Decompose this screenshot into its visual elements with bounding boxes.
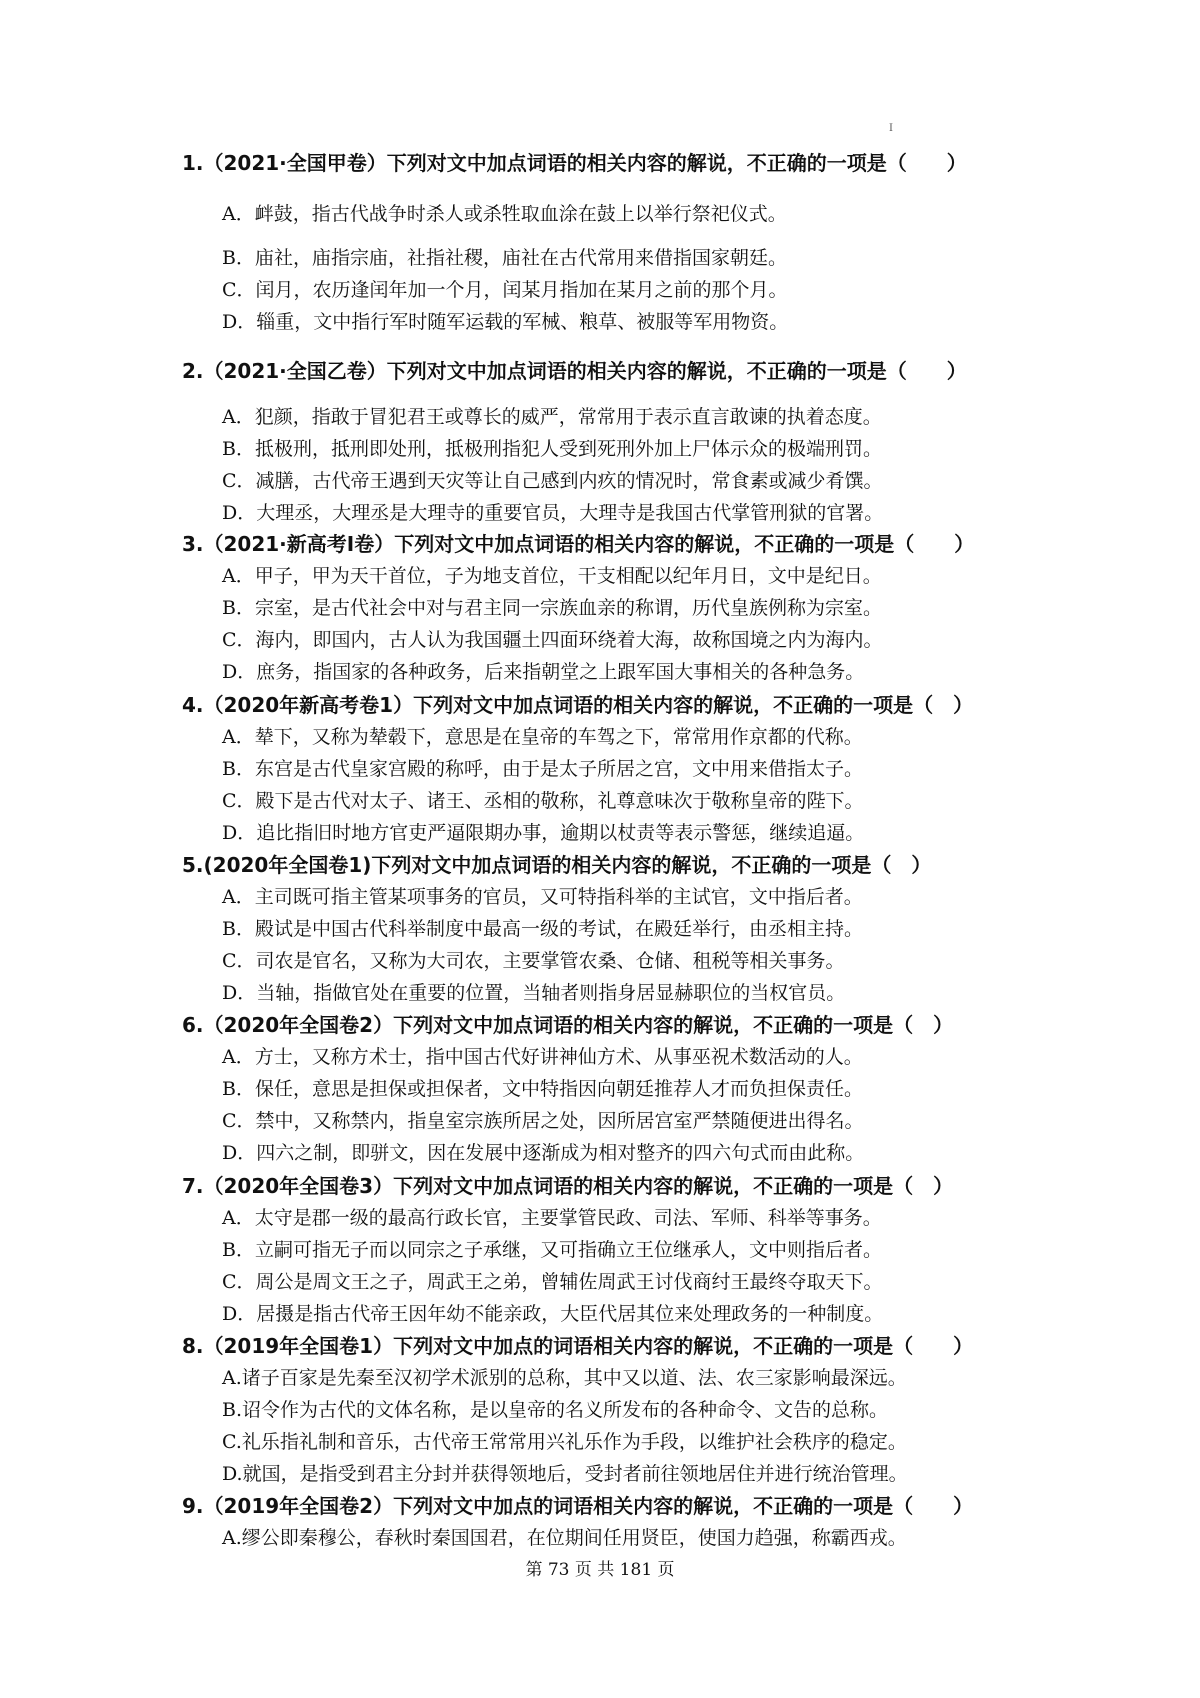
question-7-option-b: B．立嗣可指无子而以同宗之子承继，又可指确立王位继承人，文中则指后者。	[222, 1239, 882, 1261]
question-1-option-b: B．庙社，庙指宗庙，社指社稷，庙社在古代常用来借指国家朝廷。	[222, 247, 787, 269]
question-6-option-d: D．四六之制，即骈文，因在发展中逐渐成为相对整齐的四六句式而由此称。	[222, 1142, 865, 1164]
question-3-option-a: A．甲子，甲为天干首位，子为地支首位，干支相配以纪年月日，文中是纪日。	[222, 565, 882, 587]
question-5-option-d: D．当轴，指做官处在重要的位置，当轴者则指身居显赫职位的当权官员。	[222, 982, 846, 1004]
question-9-heading: 9.（2019年全国卷2）下列对文中加点的词语相关内容的解说，不正确的一项是（ ）	[182, 1494, 974, 1518]
question-6-option-c: C．禁中，又称禁内，指皇室宗族所居之处，因所居宫室严禁随便进出得名。	[222, 1110, 864, 1132]
question-2-heading: 2.（2021·全国乙卷）下列对文中加点词语的相关内容的解说，不正确的一项是（ ）	[182, 359, 967, 383]
question-7-option-c: C．周公是周文王之子，周武王之弟，曾辅佐周武王讨伐商纣王最终夺取天下。	[222, 1271, 883, 1293]
question-5-option-a: A．主司既可指主管某项事务的官员，又可特指科举的主试官，文中指后者。	[222, 886, 863, 908]
question-1-heading: 1.（2021·全国甲卷）下列对文中加点词语的相关内容的解说，不正确的一项是（ ）	[182, 151, 967, 175]
question-4-option-d: D．追比指旧时地方官吏严逼限期办事，逾期以杖责等表示警惩，继续追逼。	[222, 822, 865, 844]
question-6-heading: 6.（2020年全国卷2）下列对文中加点词语的相关内容的解说，不正确的一项是（ ）	[182, 1013, 954, 1037]
question-1-option-c: C．闰月，农历逢闰年加一个月，闰某月指加在某月之前的那个月。	[222, 279, 788, 301]
question-4-option-b: B．东宫是古代皇家宫殿的称呼，由于是太子所居之宫，文中用来借指太子。	[222, 758, 863, 780]
question-7-option-d: D．居摄是指古代帝王因年幼不能亲政，大臣代居其位来处理政务的一种制度。	[222, 1303, 884, 1325]
question-3-heading: 3.（2021·新高考Ⅰ卷）下列对文中加点词语的相关内容的解说，不正确的一项是（ ）	[182, 532, 975, 556]
question-8-option-b: B.诏令作为古代的文体名称，是以皇帝的名义所发布的各种命令、文告的总称。	[222, 1399, 889, 1421]
question-3-option-b: B．宗室，是古代社会中对与君主同一宗族血亲的称谓，历代皇族例称为宗室。	[222, 597, 882, 619]
question-4-heading: 4.（2020年新高考卷1）下列对文中加点词语的相关内容的解说，不正确的一项是（ ）	[182, 693, 974, 717]
question-2-option-c: C．减膳，古代帝王遇到天灾等让自己感到内疚的情况时，常食素或减少肴馔。	[222, 470, 883, 492]
question-2-option-a: A．犯颜，指敢于冒犯君王或尊长的威严，常常用于表示直言敢谏的执着态度。	[222, 406, 882, 428]
question-2-option-d: D．大理丞，大理丞是大理寺的重要官员，大理寺是我国古代掌管刑狱的官署。	[222, 502, 884, 524]
question-8-heading: 8.（2019年全国卷1）下列对文中加点的词语相关内容的解说，不正确的一项是（ ）	[182, 1334, 974, 1358]
question-7-option-a: A．太守是郡一级的最高行政长官，主要掌管民政、司法、军师、科举等事务。	[222, 1207, 882, 1229]
question-8-option-d: D.就国，是指受到君主分封并获得领地后，受封者前往领地居住并进行统治管理。	[222, 1463, 908, 1485]
question-5-option-c: C．司农是官名，又称为大司农，主要掌管农桑、仓储、租税等相关事务。	[222, 950, 845, 972]
question-2-option-b: B．抵极刑，抵刑即处刑，抵极刑指犯人受到死刑外加上尸体示众的极端刑罚。	[222, 438, 882, 460]
question-4-option-c: C．殿下是古代对太子、诸王、丞相的敬称，礼尊意味次于敬称皇帝的陛下。	[222, 790, 864, 812]
question-6-option-a: A．方士，又称方术士，指中国古代好讲神仙方术、从事巫祝术数活动的人。	[222, 1046, 863, 1068]
question-8-option-c: C.礼乐指礼制和音乐，古代帝王常常用兴礼乐作为手段，以维护社会秩序的稳定。	[222, 1431, 907, 1453]
question-1-option-a: A．衅鼓，指古代战争时杀人或杀牲取血涂在鼓上以举行祭祀仪式。	[222, 203, 787, 225]
question-5-option-b: B．殿试是中国古代科举制度中最高一级的考试，在殿廷举行，由丞相主持。	[222, 918, 863, 940]
page-footer: 第 73 页 共 181 页	[525, 1560, 675, 1580]
question-6-option-b: B．保任，意思是担保或担保者，文中特指因向朝廷推荐人才而负担保责任。	[222, 1078, 863, 1100]
question-1-option-d: D．辎重，文中指行军时随军运载的军械、粮草、被服等军用物资。	[222, 311, 789, 333]
question-5-heading: 5.(2020年全国卷1)下列对文中加点词语的相关内容的解说，不正确的一项是（ ）	[182, 853, 932, 877]
corner-mark: I	[889, 123, 893, 134]
question-3-option-c: C．海内，即国内，古人认为我国疆土四面环绕着大海，故称国境之内为海内。	[222, 629, 883, 651]
question-8-option-a: A.诸子百家是先秦至汉初学术派别的总称，其中又以道、法、农三家影响最深远。	[222, 1367, 907, 1389]
question-9-option-a: A.缪公即秦穆公，春秋时秦国国君，在位期间任用贤臣，使国力趋强，称霸西戎。	[222, 1527, 907, 1549]
question-7-heading: 7.（2020年全国卷3）下列对文中加点词语的相关内容的解说，不正确的一项是（ ）	[182, 1174, 954, 1198]
question-3-option-d: D．庶务，指国家的各种政务，后来指朝堂之上跟军国大事相关的各种急务。	[222, 661, 865, 683]
question-4-option-a: A．辇下，又称为辇毂下，意思是在皇帝的车驾之下，常常用作京都的代称。	[222, 726, 863, 748]
